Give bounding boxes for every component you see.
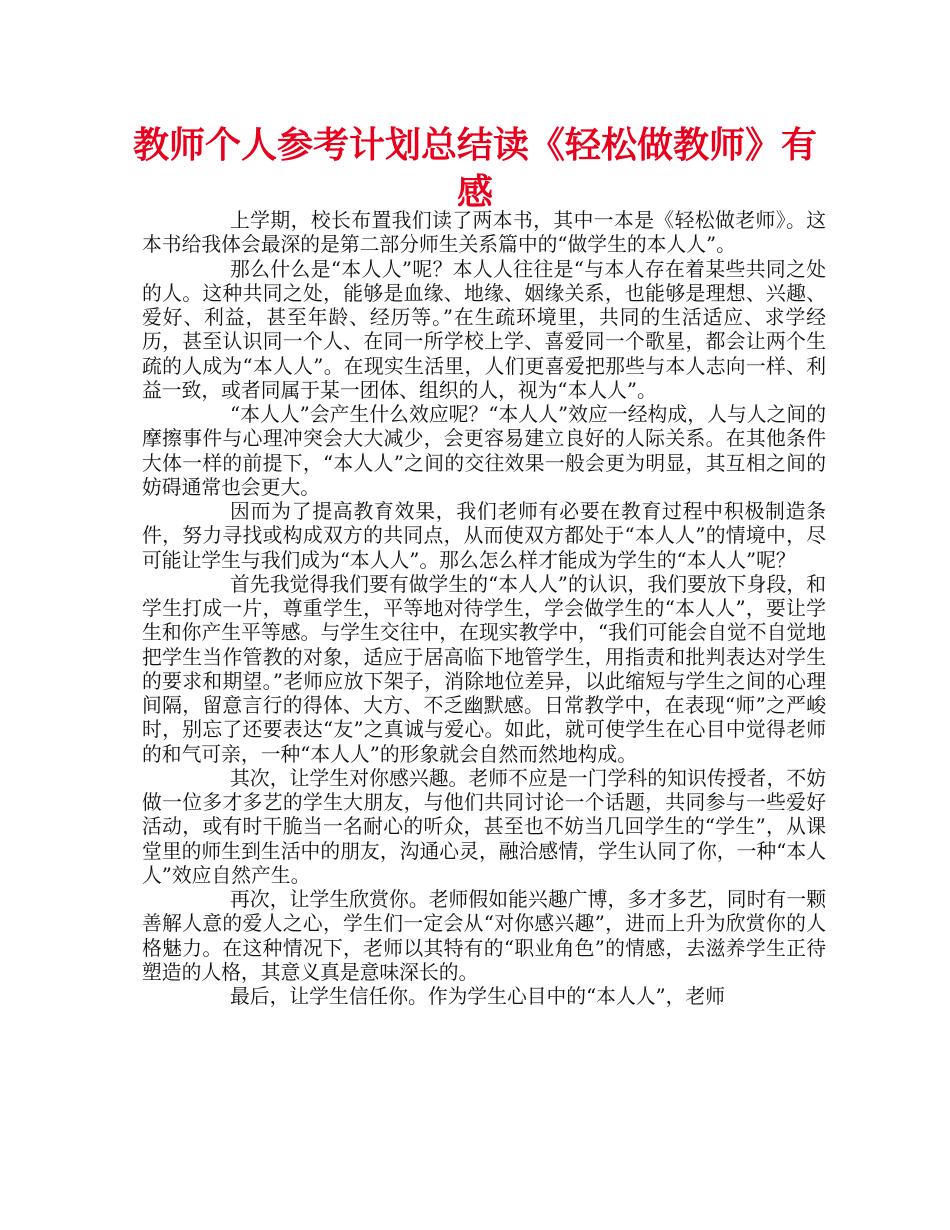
document-body xyxy=(142,209,826,1009)
paragraph-2: 那么什么是“本人人”呢？本人人往往是“与本人存在着某些共同之处的人。这种共同之处，能够是血缘、地缘、姻缘关系，也能够是理想、兴趣、爱好、利益，甚至年龄、经历等。”在生疏环境里，共同的生活适应、求学经历，甚至认识同一个人、在同一所学校上学、喜爱同一个歌星，都会让两个生疏的人成为“本人人”。在现实生活里，人们更喜爱把那些与本人志向一样、利益一致，或者同属于某一团体、组织的人，视为“本人人”。 xyxy=(142,257,826,402)
paragraph-5: 首先我觉得我们要有做学生的“本人人”的认识，我们要放下身段，和学生打成一片，尊重学生，平等地对待学生，学会做学生的“本人人”，要让学生和你产生平等感。与学生交往中，在现实教学中，“我们可能会自觉不自觉地把学生当作管教的对象，适应于居高临下地管学生，用指责和批判表达对学生的要求和期望。”老师应放下架子，消除地位差异，以此缩短与学生之间的心理间隔，留意言行的得体、大方、不乏幽默感。日常教学中，在表现“师”之严峻时，别忘了还要表达“友”之真诚与爱心。如此，就可使学生在心目中觉得老师的和气可亲，一种“本人人”的形象就会自然而然地构成。 xyxy=(142,572,826,766)
paragraph-6: 其次，让学生对你感兴趣。老师不应是一门学科的知识传授者，不妨做一位多才多艺的学生大朋友，与他们共同讨论一个话题，共同参与一些爱好活动，或有时干脆当一名耐心的听众，甚至也不妨当几回学生的“学生”，从课堂里的师生到生活中的朋友，沟通心灵，融洽感情，学生认同了你，一种“本人人”效应自然产生。 xyxy=(142,766,826,887)
paragraph-4: 因而为了提高教育效果，我们老师有必要在教育过程中积极制造条件，努力寻找或构成双方的共同点，从而使双方都处于“本人人”的情境中，尽可能让学生与我们成为“本人人”。那么怎么样才能成为学生的“本人人”呢？ xyxy=(142,500,826,572)
paragraph-7: 再次，让学生欣赏你。老师假如能兴趣广博，多才多艺，同时有一颗善解人意的爱人之心，学生们一定会从“对你感兴趣”，进而上升为欣赏你的人格魅力。在这种情况下，老师以其特有的“职业角色”的情感，去滋养学生正待塑造的人格，其意义真是意味深长的。 xyxy=(142,888,826,984)
paragraph-8: 最后，让学生信任你。作为学生心目中的“本人人”，老师 xyxy=(230,985,725,1008)
paragraph-1: 上学期，校长布置我们读了两本书，其中一本是《轻松做老师》。这本书给我体会最深的是第二部分师生关系篇中的“做学生的本人人”。 xyxy=(142,209,826,257)
paragraph-3: “本人人”会产生什么效应呢？“本人人”效应一经构成，人与人之间的摩擦事件与心理冲突会大大减少，会更容易建立良好的人际关系。在其他条件大体一样的前提下，“本人人”之间的交往效果一般会更为明显，其互相之间的妨碍通常也会更大。 xyxy=(142,403,826,499)
document-title: 教师个人参考计划总结读《轻松做教师》有感 xyxy=(132,125,817,213)
